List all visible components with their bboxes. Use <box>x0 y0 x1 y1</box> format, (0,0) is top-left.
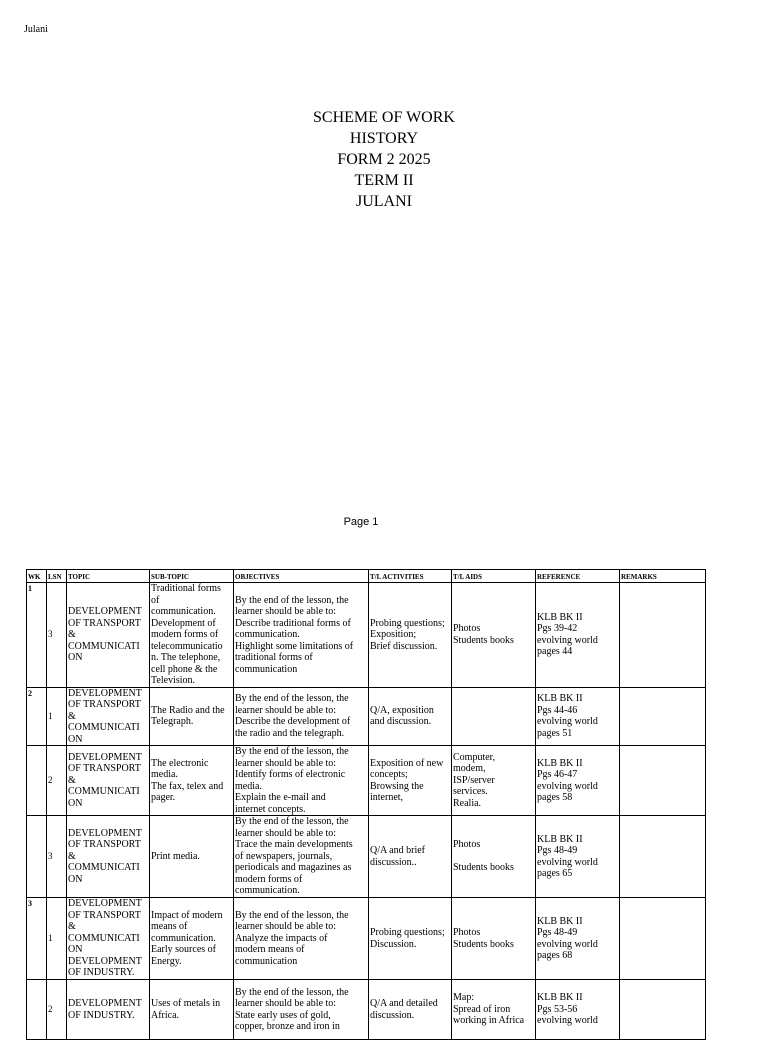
cell-subtopic: The electronic media. The fax, telex and pager. <box>150 746 234 816</box>
cell-objectives: By the end of the lesson, the learner should be able to: Describe traditional forms of communication. Highlight some limitations of traditional forms of communication <box>234 583 369 688</box>
cell-subtopic: Impact of modern means of communication. Early sources of Energy. <box>150 898 234 980</box>
table-row <box>27 816 706 898</box>
column-header-subtopic: SUB-TOPIC <box>150 570 234 583</box>
cell-activities: Probing questions; Exposition; Brief discussion. <box>369 583 452 688</box>
document-title <box>0 107 768 212</box>
cell-reference: KLB BK II Pgs 39-42 evolving world pages 44 <box>536 583 620 688</box>
cell-wk <box>27 980 47 1040</box>
cell-remarks <box>620 980 706 1040</box>
cell-lsn: 3 <box>47 816 67 898</box>
table-row <box>27 583 706 688</box>
cell-reference: KLB BK II Pgs 44-46 evolving world pages 51 <box>536 687 620 746</box>
cell-topic: DEVELOPMENT OF TRANSPORT & COMMUNICATI ON <box>67 816 150 898</box>
cell-activities: Q/A, exposition and discussion. <box>369 687 452 746</box>
cell-subtopic: Uses of metals in Africa. <box>150 980 234 1040</box>
cell-reference: KLB BK II Pgs 53-56 evolving world <box>536 980 620 1040</box>
cell-subtopic: Print media. <box>150 816 234 898</box>
column-header-topic: TOPIC <box>67 570 150 583</box>
cell-topic: DEVELOPMENT OF INDUSTRY. <box>67 980 150 1040</box>
cell-lsn: 1 <box>47 687 67 746</box>
cell-wk: 1 <box>27 583 47 688</box>
cell-reference: KLB BK II Pgs 48-49 evolving world pages 65 <box>536 816 620 898</box>
cell-aids: Photos Students books <box>452 583 536 688</box>
cell-activities: Probing questions; Discussion. <box>369 898 452 980</box>
scheme-of-work-table <box>26 569 706 1040</box>
cell-aids: Computer, modem, ISP/server services. Realia. <box>452 746 536 816</box>
header-author: Julani <box>24 24 48 35</box>
table-row <box>27 746 706 816</box>
column-header-remarks: REMARKS <box>620 570 706 583</box>
cell-remarks <box>620 746 706 816</box>
cell-objectives: By the end of the lesson, the learner should be able to: Trace the main developments of newspapers, journals, periodicals and magazines as modern forms of communication. <box>234 816 369 898</box>
cell-lsn: 2 <box>47 746 67 816</box>
title-line: HISTORY <box>349 130 419 147</box>
column-header-wk: WK <box>27 570 47 583</box>
table-row <box>27 898 706 980</box>
title-line: JULANI <box>356 193 412 210</box>
column-header-activities: T/L ACTIVITIES <box>369 570 452 583</box>
cell-objectives: By the end of the lesson, the learner should be able to: Analyze the impacts of modern means of communication <box>234 898 369 980</box>
cell-activities: Q/A and detailed discussion. <box>369 980 452 1040</box>
cell-aids: Map: Spread of iron working in Africa <box>452 980 536 1040</box>
cell-lsn: 2 <box>47 980 67 1040</box>
cell-wk <box>27 746 47 816</box>
cell-remarks <box>620 816 706 898</box>
cell-remarks <box>620 898 706 980</box>
column-header-lsn: LSN <box>47 570 67 583</box>
cell-topic: DEVELOPMENT OF TRANSPORT & COMMUNICATI ON DEVELOPMENT OF INDUSTRY. <box>67 898 150 980</box>
title-line: FORM 2 2025 <box>337 151 431 168</box>
cell-topic: DEVELOPMENT OF TRANSPORT & COMMUNICATI ON <box>67 687 150 746</box>
table-header-row <box>27 570 706 583</box>
column-header-aids: T/L AIDS <box>452 570 536 583</box>
cell-objectives: By the end of the lesson, the learner should be able to: Identify forms of electronic media. Explain the e-mail and internet concepts. <box>234 746 369 816</box>
cell-reference: KLB BK II Pgs 48-49 evolving world pages 68 <box>536 898 620 980</box>
cell-lsn: 1 <box>47 898 67 980</box>
cell-aids: Photos Students books <box>452 816 536 898</box>
cell-activities: Exposition of new concepts; Browsing the internet, <box>369 746 452 816</box>
cell-wk: 2 <box>27 687 47 746</box>
cell-objectives: By the end of the lesson, the learner should be able to: State early uses of gold, copper, bronze and iron in <box>234 980 369 1040</box>
cell-remarks <box>620 687 706 746</box>
cell-wk: 3 <box>27 898 47 980</box>
cell-topic: DEVELOPMENT OF TRANSPORT & COMMUNICATI ON <box>67 746 150 816</box>
cell-remarks <box>620 583 706 688</box>
column-header-reference: REFERENCE <box>536 570 620 583</box>
cell-wk <box>27 816 47 898</box>
table-row <box>27 980 706 1040</box>
cell-subtopic: The Radio and the Telegraph. <box>150 687 234 746</box>
cell-activities: Q/A and brief discussion.. <box>369 816 452 898</box>
table-row <box>27 687 706 746</box>
cell-reference: KLB BK II Pgs 46-47 evolving world pages 58 <box>536 746 620 816</box>
cell-aids: Photos Students books <box>452 898 536 980</box>
page-number: Page 1 <box>343 516 379 528</box>
title-line: SCHEME OF WORK <box>313 109 455 126</box>
column-header-objectives: OBJECTIVES <box>234 570 369 583</box>
cell-aids <box>452 687 536 746</box>
title-line: TERM II <box>354 172 414 189</box>
cell-objectives: By the end of the lesson, the learner should be able to: Describe the development of the radio and the telegraph. <box>234 687 369 746</box>
cell-subtopic: Traditional forms of communication. Development of modern forms of telecommunicatio n. The telephone, cell phone & the Television. <box>150 583 234 688</box>
cell-topic: DEVELOPMENT OF TRANSPORT & COMMUNICATI ON <box>67 583 150 688</box>
cell-lsn: 3 <box>47 583 67 688</box>
